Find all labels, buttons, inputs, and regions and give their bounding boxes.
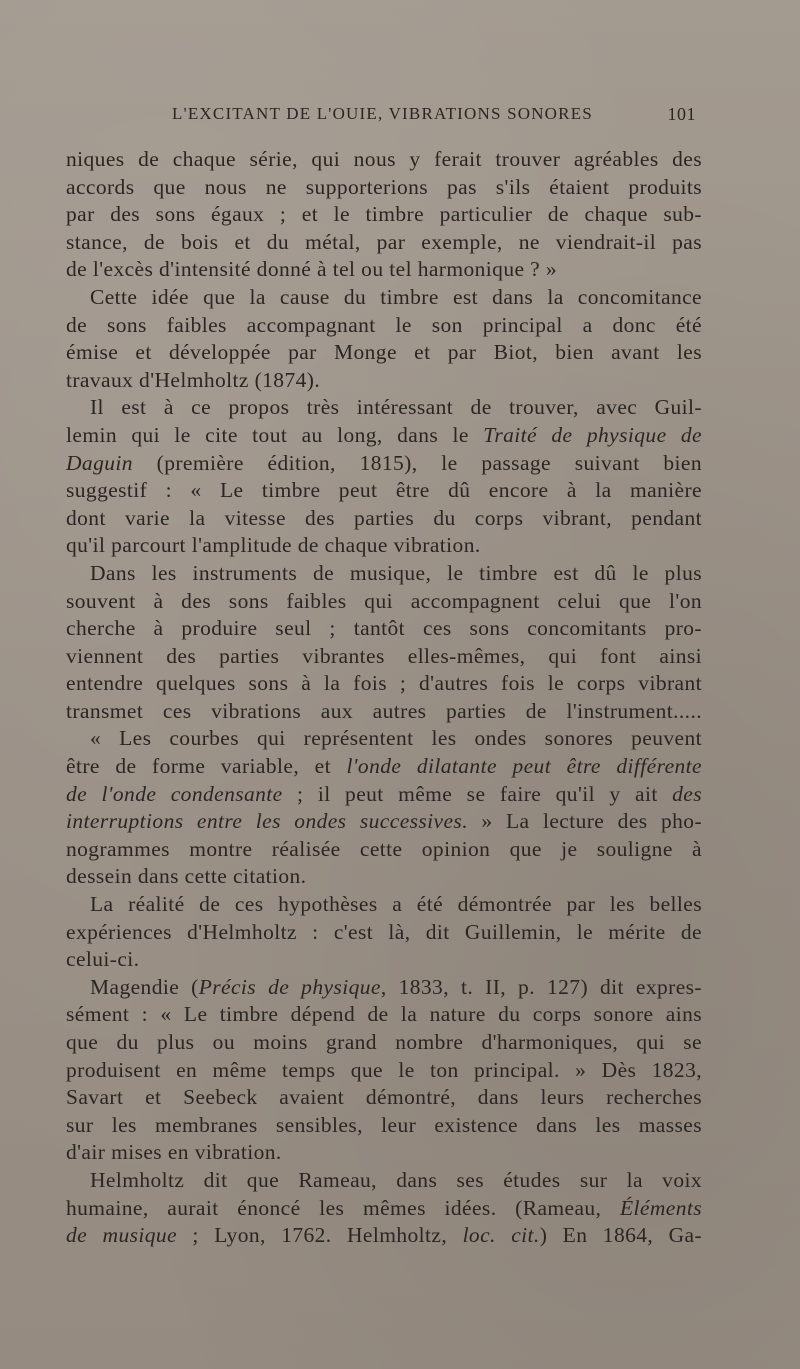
text-line: Daguin (première édition, 1815), le passage suivant bien <box>66 450 702 475</box>
text-line: interruptions entre les ondes successives. » La lecture des pho- <box>66 809 702 834</box>
text-line: travaux d'Helmholtz (1874). <box>66 367 321 392</box>
text-line: La réalité de ces hypothèses a été démontrée par les belles <box>90 892 702 917</box>
text-line: humaine, aurait énoncé les mêmes idées. (Rameau, Éléments <box>66 1195 702 1220</box>
text-line: de musique ; Lyon, 1762. Helmholtz, loc. cit.) En 1864, Ga- <box>66 1223 703 1248</box>
text-line: « Les courbes qui représentent les ondes sonores peuvent <box>90 726 702 751</box>
text-line: viennent des parties vibrantes elles-mêmes, qui font ainsi <box>66 643 702 668</box>
text-line: de l'onde condensante ; il peut même se faire qu'il y ait des <box>66 781 703 806</box>
text-line: dessein dans cette citation. <box>66 864 307 889</box>
text-line: cherche à produire seul ; tantôt ces sons concomitants pro- <box>66 616 702 641</box>
running-head-title: L'EXCITANT DE L'OUIE, VIBRATIONS SONORES <box>172 104 593 123</box>
text-line: de sons faibles accompagnant le son principal a donc été <box>66 312 702 337</box>
text-line: d'air mises en vibration. <box>66 1140 282 1165</box>
text-line: suggestif : « Le timbre peut être dû encore à la manière <box>66 478 702 503</box>
text-line: Savart et Seebeck avaient démontré, dans leurs recherches <box>66 1085 702 1110</box>
text-line: émise et développée par Monge et par Biot, bien avant les <box>66 340 702 365</box>
text-line: entendre quelques sons à la fois ; d'autres fois le corps vibrant <box>66 671 702 696</box>
text-line: sément : « Le timbre dépend de la nature du corps sonore ains <box>66 1002 702 1027</box>
text-line: Dans les instruments de musique, le timbre est dû le plus <box>90 560 702 585</box>
text-line: Il est à ce propos très intéressant de trouver, avec Guil- <box>90 395 702 420</box>
text-line: Helmholtz dit que Rameau, dans ses études sur la voix <box>90 1167 702 1192</box>
text-line: que du plus ou moins grand nombre d'harmoniques, qui se <box>66 1030 702 1054</box>
text-line: accords que nous ne supporterions pas s'ils étaient produits <box>66 174 702 199</box>
text-line: sur les membranes sensibles, leur existence dans les masses <box>66 1112 702 1137</box>
page-number: 101 <box>667 104 696 124</box>
text-line: transmet ces vibrations aux autres parties de l'instrument..... <box>66 698 702 723</box>
running-head <box>172 104 702 128</box>
text-line: nogrammes montre réalisée cette opinion que je souligne à <box>66 836 702 861</box>
text-line: Magendie (Précis de physique, 1833, t. II, p. 127) dit expres- <box>90 974 702 999</box>
text-line: dont varie la vitesse des parties du corps vibrant, pendant <box>66 505 702 530</box>
text-line: stance, de bois et du métal, par exemple, ne viendrait-il pas <box>66 229 702 254</box>
text-line: de l'excès d'intensité donné à tel ou tel harmonique ? » <box>66 257 558 282</box>
text-line: qu'il parcourt l'amplitude de chaque vibration. <box>66 533 481 558</box>
text-line: par des sons égaux ; et le timbre particulier de chaque sub- <box>66 202 702 227</box>
text-line: produisent en même temps que le ton principal. » Dès 1823, <box>66 1057 702 1082</box>
text-line: niques de chaque série, qui nous y ferait trouver agréables des <box>66 147 702 171</box>
text-line: souvent à des sons faibles qui accompagnent celui que l'on <box>66 588 702 613</box>
text-line: lemin qui le cite tout au long, dans le Traité de physique de <box>66 422 702 447</box>
body-text <box>66 146 702 1250</box>
text-line: Cette idée que la cause du timbre est dans la concomitance <box>90 284 702 309</box>
text-line: être de forme variable, et l'onde dilatante peut être différente <box>66 754 702 779</box>
text-line: expériences d'Helmholtz : c'est là, dit Guillemin, le mérite de <box>66 919 702 944</box>
text-line: celui-ci. <box>66 947 140 972</box>
